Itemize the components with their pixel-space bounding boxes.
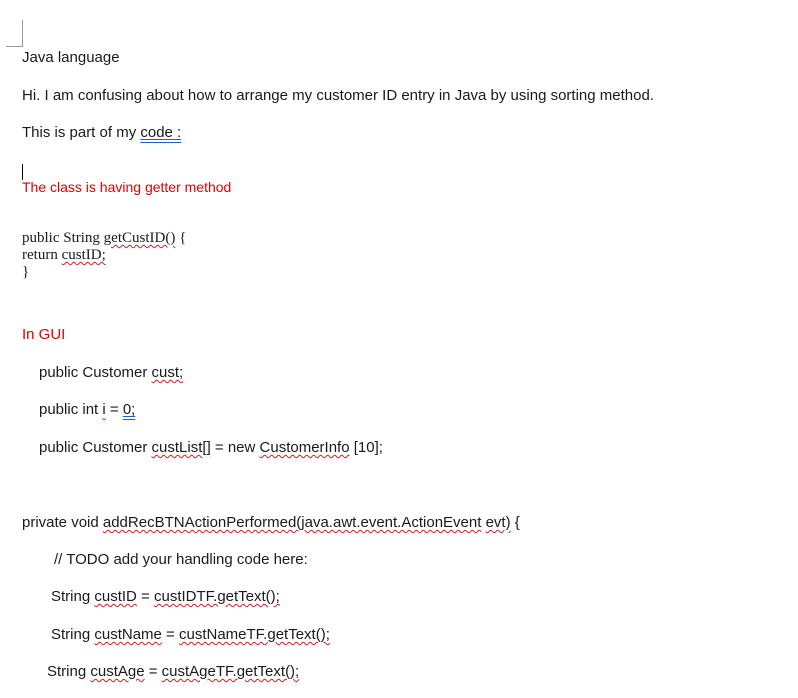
- method-sig-evt: evt): [485, 514, 511, 531]
- method-comment: // TODO add your handling code here:: [54, 551, 308, 568]
- part-of-code-paragraph: [22, 124, 181, 142]
- getter-line1-suffix: {: [175, 230, 187, 246]
- code-link[interactable]: code :: [140, 124, 182, 141]
- stmt1-var: custID: [94, 588, 137, 605]
- stmt2-prefix: String: [51, 626, 95, 643]
- method-stmt-2: [51, 626, 330, 644]
- method-sig-prefix: private void: [22, 514, 103, 531]
- method-sig-suffix: {: [510, 514, 520, 531]
- field3-class: CustomerInfo: [259, 439, 350, 456]
- stmt3-prefix: String: [47, 663, 91, 680]
- doc-heading: Java language: [22, 49, 120, 66]
- stmt2-call: custNameTF.getText();: [179, 626, 330, 643]
- stmt2-var: custName: [94, 626, 162, 643]
- getter-method-name: getCustID(): [103, 230, 176, 246]
- intro-paragraph: Hi. I am confusing about how to arrange my customer ID entry in Java by using sorting method.: [22, 87, 654, 104]
- field2-var: i: [102, 401, 106, 418]
- getter-line-1: [22, 230, 186, 247]
- getter-line-3: }: [22, 264, 30, 280]
- field-line-3: [39, 439, 383, 457]
- part-prefix: This is part of my: [22, 124, 141, 141]
- field-line-1: [39, 364, 183, 382]
- field3-suffix: [10];: [349, 439, 383, 456]
- stmt1-call: custIDTF.getText();: [153, 588, 280, 605]
- field3-prefix: public Customer: [39, 439, 152, 456]
- field-line-2: [39, 401, 135, 419]
- gui-label: In GUI: [22, 326, 66, 343]
- field3-var: custList[]: [151, 439, 211, 456]
- field2-val: 0;: [122, 401, 136, 418]
- getter-return-var: custID;: [61, 247, 106, 263]
- field3-mid: = new: [210, 439, 260, 456]
- getter-line1-prefix: public String: [22, 230, 104, 246]
- method-sig-name: addRecBTNActionPerformed(java.awt.event.ActionEvent: [102, 514, 482, 531]
- stmt3-call: custAgeTF.getText();: [161, 663, 300, 680]
- getter-line2-prefix: return: [22, 247, 62, 263]
- stmt3-mid: =: [144, 663, 162, 680]
- page-corner-marker: [6, 20, 23, 47]
- field2-prefix: public int: [39, 401, 103, 418]
- field2-mid: =: [105, 401, 123, 418]
- stmt3-var: custAge: [90, 663, 145, 680]
- method-stmt-3: [47, 663, 299, 681]
- field1-var: cust;: [151, 364, 184, 381]
- method-stmt-1: [51, 588, 280, 606]
- stmt1-mid: =: [136, 588, 154, 605]
- method-signature: [22, 514, 520, 532]
- stmt1-prefix: String: [51, 588, 95, 605]
- stmt2-mid: =: [161, 626, 179, 643]
- class-note: The class is having getter method: [22, 179, 232, 195]
- getter-line-2: [22, 247, 106, 264]
- field1-prefix: public Customer: [39, 364, 152, 381]
